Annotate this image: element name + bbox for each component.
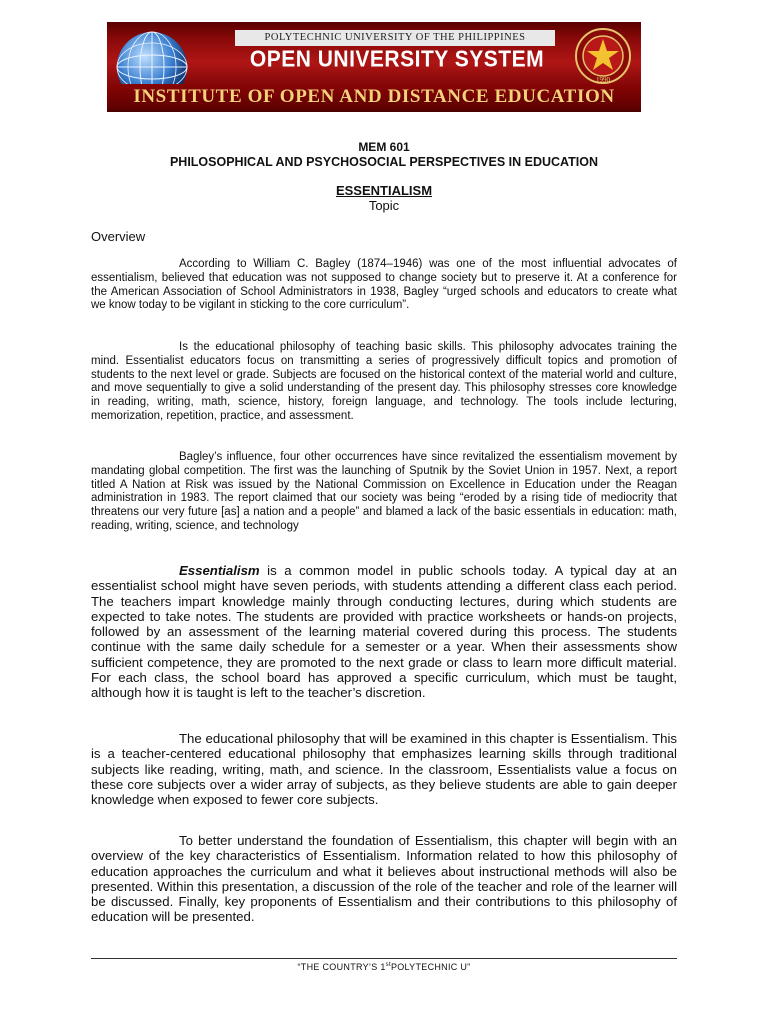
footer-divider xyxy=(91,958,677,959)
institute-name: INSTITUTE OF OPEN AND DISTANCE EDUCATION xyxy=(107,84,641,110)
essentialism-term: Essentialism xyxy=(179,563,260,578)
paragraph-chapter-plan: To better understand the foundation of Essentialism, this chapter will begin with an overview of the key characteristics of Essentialism. Information related to how this philosophy of education approaches the curriculum and what it believes about instructional methods will also be presented. Within this presentation, a discussion of the role of the teacher and role of the learner will be discussed. Finally, key proponents of Essentialism and their contributions to this philosophy of education will be presented. xyxy=(91,833,677,925)
footer-motto xyxy=(0,962,768,972)
paragraph-definition: Is the educational philosophy of teaching basic skills. This philosophy advocates training the mind. Essentialist educators focus on transmitting a series of progressively difficult topics and promotion of students to the next level or grade. Subjects are focused on the historical context of the material world and culture, and move sequentially to give a solid understanding of the present day. This philosophy stresses core knowledge in reading, writing, math, science, history, foreign language, and technology. The tools include lecturing, memorization, repetition, practice, and assessment. xyxy=(91,341,677,422)
overview-heading: Overview xyxy=(91,229,146,244)
seal-year: 1990 xyxy=(596,76,610,84)
paragraph-bagley: According to William C. Bagley (1874–1946) was one of the most influential advocates of essentialism, believed that education was not supposed to change society but to preserve it. At a conference for the American Association of School Administrators in 1938, Bagley “urged schools and educators to create what we know today to be vigilant in sticking to the core curriculum”. xyxy=(91,258,677,312)
topic-label: Topic xyxy=(368,198,400,213)
footer-motto-pre: “THE COUNTRY’S 1 xyxy=(297,962,386,972)
system-name: OPEN UNIVERSITY SYSTEM xyxy=(249,46,545,73)
university-name: POLYTECHNIC UNIVERSITY OF THE PHILIPPINES xyxy=(235,30,555,46)
footer-motto-sup: st xyxy=(385,962,391,968)
paragraph-chapter-intro: The educational philosophy that will be examined in this chapter is Essentialism. This is a teacher-centered educational philosophy that emphasizes learning skills through traditional subjects like reading, writing, math, and science. In the classroom, Essentialists value a focus on these core subjects over a wider array of subjects, as they believe students are able to gain deeper knowledge when exposed to fewer core subjects. xyxy=(91,731,677,808)
footer-motto-post: POLYTECHNIC U” xyxy=(390,962,471,972)
paragraph-common-model xyxy=(91,563,677,701)
topic-title: ESSENTIALISM xyxy=(335,183,433,198)
course-title: PHILOSOPHICAL AND PSYCHOSOCIAL PERSPECTIVES IN EDUCATION xyxy=(169,155,599,169)
university-seal-icon xyxy=(573,26,633,86)
course-code: MEM 601 xyxy=(358,140,410,154)
header-banner xyxy=(107,22,641,112)
paragraph-influence: Bagley’s influence, four other occurrences have since revitalized the essentialism movement by mandating global competition. The first was the launching of Sputnik by the Soviet Union in 1957. Next, a report titled A Nation at Risk was issued by the National Commission on Excellence in Education under the Reagan administration in 1983. The report claimed that our society was being “eroded by a rising tide of mediocrity that threatens our very future [as] a nation and a people” and blamed a lack of the basic essentials in education: math, reading, writing, science, and technology xyxy=(91,451,677,532)
paragraph-common-model-text: is a common model in public schools today. A typical day at an essentialist school might have seven periods, with students attending a different class each period. The teachers impart knowledge mainly through conducting lectures, during which students are expected to take notes. The students are provided with practice worksheets or hands-on projects, followed by an assessment of the learning material covered during this process. The students continue with the same daily schedule for a semester or a year. When their assessments show sufficient competence, they are promoted to the next grade or class to learn more difficult material. For each class, the school board has approved a specific curriculum, which must be taught, although how it is taught is left to the teacher’s discretion. xyxy=(91,563,677,701)
